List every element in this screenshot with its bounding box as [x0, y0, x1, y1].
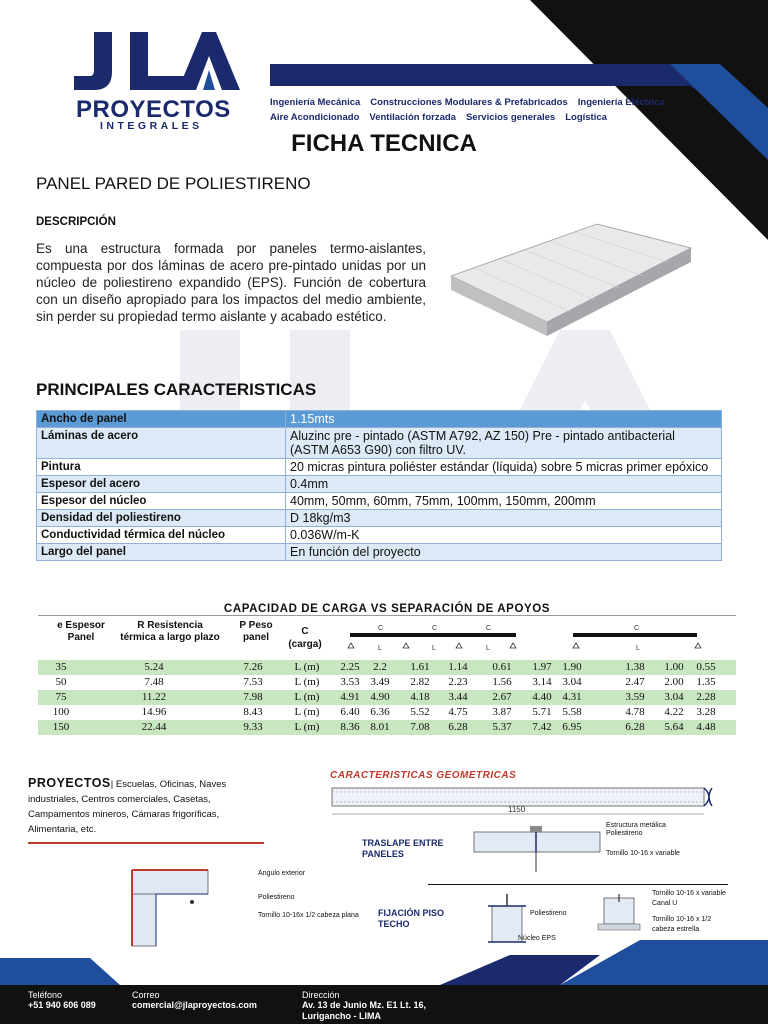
table-cell: 6.28 — [448, 721, 468, 733]
spec-label: Ancho de panel — [37, 411, 286, 428]
spec-value: D 18kg/m3 — [286, 510, 722, 527]
description-text: Es una estructura formada por paneles termo-aislantes, compuesta por dos láminas de acero pre-pintado unidas por un núcleo de poliestireno expandido (EPS). Función de cobertura con un diseño apropiado para los impactos del medio ambiente, sin perder su propiedad termo aislante y acabado estético. — [36, 241, 426, 324]
header-weight: P Peso panel — [239, 620, 273, 643]
fixing-label: Poliestireno — [530, 910, 567, 917]
corner-label: Poliestireno — [258, 894, 295, 901]
table-row — [37, 510, 722, 527]
fixing-diagram-floor — [478, 894, 538, 954]
projects-label: PROYECTOS — [28, 776, 111, 790]
table-row — [37, 544, 722, 561]
table-cell: L (m) — [294, 676, 320, 688]
spec-value: 1.15mts — [286, 411, 722, 428]
table-cell: 2.25 — [340, 661, 360, 673]
table-cell: 4.75 — [448, 706, 468, 718]
projects-block: PROYECTOS| Escuelas, Oficinas, Naves industriales, Centros comerciales, Casetas, Campamentos mineros, Cámaras frigoríficas, Alimentaria, etc. — [28, 776, 227, 835]
table-cell: 2.47 — [625, 676, 645, 688]
spec-value: Aluzinc pre - pintado (ASTM A792, AZ 150) Pre - pintado antibacterial (ASTM A653 G90) con filtro UV. — [286, 428, 722, 459]
table-cell: L (m) — [294, 721, 320, 733]
table-cell: 3.59 — [625, 691, 645, 703]
characteristics-table — [36, 410, 722, 561]
overlap-label: Poliestireno — [606, 830, 643, 837]
table-cell: 7.42 — [532, 721, 552, 733]
table-cell: 7.53 — [243, 676, 263, 688]
table-cell: 4.90 — [370, 691, 390, 703]
overlap-label: Tornillo 10-16 x variable — [606, 850, 680, 857]
table-row — [37, 411, 722, 428]
divider — [428, 884, 728, 885]
service-item: Ventilación forzada — [369, 112, 456, 123]
table-row — [37, 459, 722, 476]
table-cell: L (m) — [294, 706, 320, 718]
table-cell: 9.33 — [243, 721, 263, 733]
table-row — [38, 675, 736, 690]
support-diagram — [340, 620, 720, 660]
product-name: PANEL PARED DE POLIESTIRENO — [36, 174, 311, 193]
table-cell: 5.64 — [664, 721, 684, 733]
table-row — [38, 690, 736, 705]
table-row — [38, 705, 736, 720]
table-cell: 1.38 — [625, 661, 645, 673]
spec-label: Largo del panel — [37, 544, 286, 561]
table-cell: 4.18 — [410, 691, 430, 703]
table-cell: 2.2 — [373, 661, 387, 673]
table-cell: 2.00 — [664, 676, 684, 688]
service-item: Ingeniería Mecánica — [270, 97, 361, 108]
load-label: C — [378, 625, 384, 632]
table-cell: 8.01 — [370, 721, 390, 733]
panel-profile-diagram — [328, 782, 728, 822]
phone-value: +51 940 606 089 — [28, 1000, 96, 1010]
table-row — [37, 428, 722, 459]
panel-width-label: 1150 — [508, 805, 526, 814]
table-cell: 7.98 — [243, 691, 263, 703]
overlap-title: TRASLAPE ENTRE PANELES — [362, 838, 444, 859]
table-cell: 2.67 — [492, 691, 512, 703]
service-item: Servicios generales — [465, 112, 556, 123]
table-cell: 0.61 — [492, 661, 512, 673]
table-cell: 50 — [55, 676, 67, 688]
spec-value: 40mm, 50mm, 60mm, 75mm, 100mm, 150mm, 200mm — [286, 493, 722, 510]
fixing-label: Núcleo EPS — [518, 935, 556, 942]
table-cell: 6.28 — [625, 721, 645, 733]
span-label: L — [486, 645, 490, 652]
table-cell: 8.36 — [340, 721, 360, 733]
fixing-label: cabeza estrella — [652, 926, 700, 933]
header-resistance: R Resistencia térmica a largo plazo — [120, 620, 220, 643]
table-cell: 6.36 — [370, 706, 390, 718]
spec-label: Conductividad térmica del núcleo — [37, 527, 286, 544]
load-label: C — [486, 625, 492, 632]
table-cell: 1.56 — [492, 676, 512, 688]
table-cell: 3.53 — [340, 676, 360, 688]
address-value: Lurigancho - LIMA — [302, 1011, 381, 1021]
fixing-label: Tornillo 10-16 x variable — [652, 890, 726, 897]
fixing-label: Tornillo 10-16 x 1/2 — [652, 916, 712, 923]
table-cell: 14.96 — [141, 706, 167, 718]
overlap-label: Estructura metálica — [606, 822, 666, 829]
table-row — [37, 527, 722, 544]
service-item: Logística — [565, 112, 607, 123]
table-cell: 11.22 — [141, 691, 167, 703]
header-load: C — [301, 626, 309, 637]
spec-label: Láminas de acero — [37, 428, 286, 459]
corner-label: Tornillo 10-16x 1/2 cabeza plana — [258, 912, 359, 919]
fixing-title: FIJACIÓN PISO TECHO — [378, 908, 445, 929]
table-cell: 2.28 — [696, 691, 716, 703]
table-cell: 7.08 — [410, 721, 430, 733]
spec-value: En función del proyecto — [286, 544, 722, 561]
logo-name: PROYECTOS — [76, 96, 231, 123]
table-cell: 4.40 — [532, 691, 552, 703]
table-cell: 5.24 — [144, 661, 164, 673]
table-cell: 5.58 — [562, 706, 582, 718]
table-cell: 100 — [52, 706, 70, 718]
table-cell: 4.22 — [664, 706, 684, 718]
spec-value: 0.4mm — [286, 476, 722, 493]
spec-label: Densidad del poliestireno — [37, 510, 286, 527]
description-heading: DESCRIPCIÓN — [36, 216, 116, 228]
service-item: Ingeniería Eléctrica — [577, 97, 665, 108]
services-list — [270, 95, 690, 125]
table-cell: 22.44 — [141, 721, 167, 733]
address-value: Av. 13 de Junio Mz. E1 Lt. 16, — [302, 1000, 427, 1010]
table-cell: 3.49 — [370, 676, 390, 688]
table-cell: 7.26 — [243, 661, 263, 673]
characteristics-heading: PRINCIPALES CARACTERISTICAS — [36, 380, 317, 399]
jla-logo — [72, 30, 240, 92]
table-cell: 3.04 — [664, 691, 684, 703]
table-cell: 35 — [55, 661, 67, 673]
table-cell: 1.90 — [562, 661, 582, 673]
geometry-title: CARACTERISTICAS GEOMETRICAS — [330, 770, 517, 781]
table-cell: 0.55 — [696, 661, 716, 673]
table-cell: 2.82 — [410, 676, 430, 688]
table-cell: 1.00 — [664, 661, 684, 673]
load-label: C — [432, 625, 438, 632]
spec-label: Espesor del núcleo — [37, 493, 286, 510]
span-label: L — [378, 645, 382, 652]
phone-label: Teléfono — [28, 990, 63, 1000]
table-cell: 75 — [55, 691, 67, 703]
email-value[interactable]: comercial@jlaproyectos.com — [132, 1000, 257, 1010]
overlap-diagram — [472, 826, 602, 876]
table-cell: 150 — [52, 721, 70, 733]
table-cell: L (m) — [294, 661, 320, 673]
address-label: Dirección — [302, 990, 340, 1000]
table-cell: 2.23 — [448, 676, 468, 688]
page-title: FICHA TECNICA — [291, 130, 477, 157]
table-cell: 3.87 — [492, 706, 512, 718]
table-cell: 4.78 — [625, 706, 645, 718]
table-cell: 6.40 — [340, 706, 360, 718]
table-row — [38, 720, 736, 735]
header-thickness: e Espesor Panel — [57, 620, 105, 643]
service-item: Construcciones Modulares & Prefabricados — [370, 97, 568, 108]
table-cell: 3.04 — [562, 676, 582, 688]
fixing-label: Canal U — [652, 900, 678, 907]
table-cell: 3.28 — [696, 706, 716, 718]
email-label: Correo — [132, 990, 160, 1000]
spec-value: 20 micras pintura poliéster estándar (líquida) sobre 5 micras primer epóxico — [286, 459, 722, 476]
load-label: C — [634, 625, 640, 632]
table-cell: 1.97 — [532, 661, 552, 673]
panel-image — [445, 218, 695, 358]
corner-label: Angulo exterior — [258, 870, 306, 877]
table-cell: 5.52 — [410, 706, 430, 718]
header-load-sub: (carga) — [288, 639, 322, 650]
table-cell: 4.91 — [340, 691, 360, 703]
table-cell: 5.37 — [492, 721, 512, 733]
table-cell: 4.31 — [562, 691, 582, 703]
service-item: Aire Acondicionado — [270, 112, 360, 123]
spec-label: Espesor del acero — [37, 476, 286, 493]
table-row — [37, 493, 722, 510]
table-cell: 1.61 — [410, 661, 430, 673]
table-cell: 7.48 — [144, 676, 164, 688]
load-table-title: CAPACIDAD DE CARGA VS SEPARACIÓN DE APOYOS — [38, 603, 736, 616]
spec-value: 0.036W/m-K — [286, 527, 722, 544]
table-cell: 4.48 — [696, 721, 716, 733]
spec-label: Pintura — [37, 459, 286, 476]
table-cell: 1.14 — [448, 661, 468, 673]
table-row — [37, 476, 722, 493]
table-cell: 8.43 — [243, 706, 263, 718]
span-label: L — [636, 645, 640, 652]
table-row — [38, 660, 736, 675]
projects-text: Escuelas, Oficinas, Naves industriales, Centros comerciales, Casetas, Campamentos mineros, Cámaras frigoríficas, Alimentaria, etc. — [28, 779, 227, 835]
table-cell: 6.95 — [562, 721, 582, 733]
table-cell: 3.14 — [532, 676, 552, 688]
table-cell: 3.44 — [448, 691, 468, 703]
corner-detail-diagram — [130, 868, 210, 948]
table-cell: 1.35 — [696, 676, 716, 688]
table-cell: L (m) — [294, 691, 320, 703]
divider — [28, 842, 264, 844]
fixing-diagram-roof — [594, 894, 650, 948]
logo-subtitle: INTEGRALES — [100, 120, 203, 132]
span-label: L — [432, 645, 436, 652]
table-cell: 5.71 — [532, 706, 552, 718]
